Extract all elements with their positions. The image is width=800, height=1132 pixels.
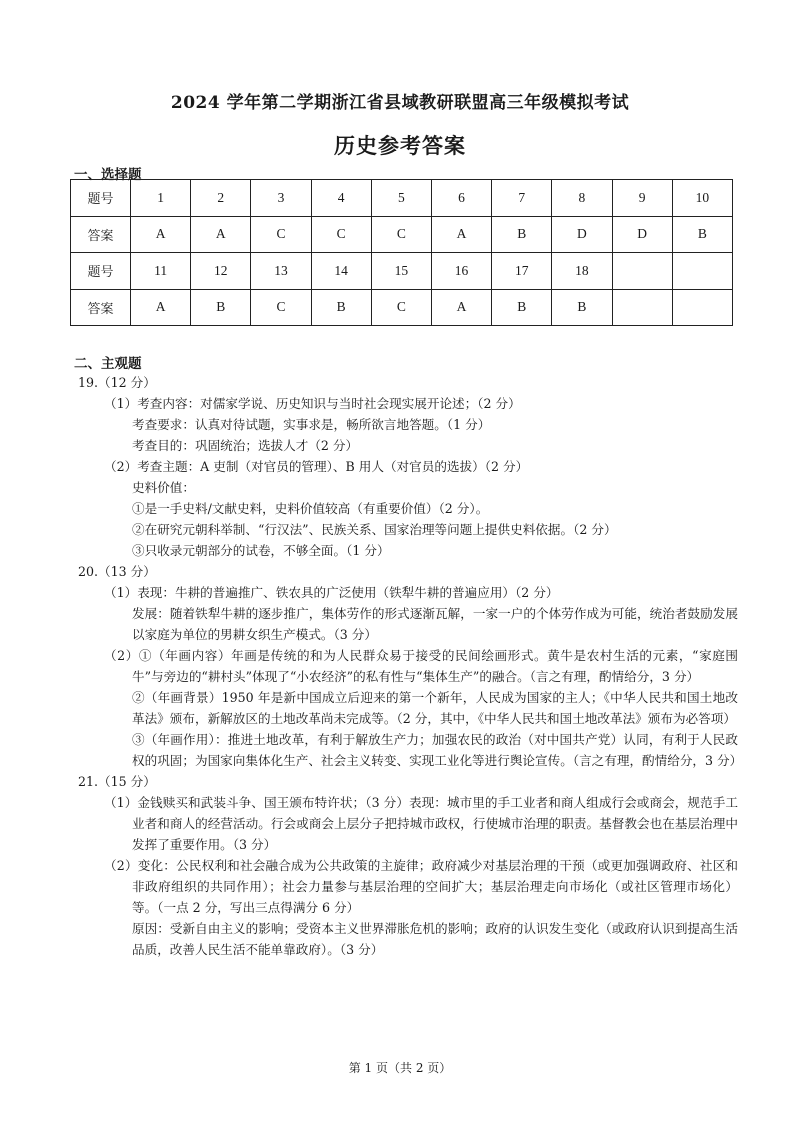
table-cell: B: [672, 216, 732, 253]
answer-paragraph: （2）考查主题：A 吏制（对官员的管理）、B 用人（对官员的选拔）（2 分）: [104, 459, 529, 474]
table-cell: [672, 289, 732, 326]
answer-table: [70, 179, 733, 326]
answer-paragraph: （2）变化：公民权利和社会融合成为公共政策的主旋律；政府减少对基层治理的干预（或更加强调政府、社区和非政府组织的共同作用）；社会力量参与基层治理的空间扩大；基层治理走向市场化（或社区管理市场化）等。（一点 2 分，写出三点得满分 6 分）: [104, 858, 738, 915]
table-cell: A: [131, 216, 191, 253]
table-cell: D: [552, 216, 612, 253]
answer-paragraph: ③（年画作用）：推进土地改革，有利于解放生产力；加强农民的政治（对中国共产党）认同，有利于人民政权的巩固；为国家向集体化生产、社会主义转变、实现工业化等进行舆论宣传。（言之有理，酌情给分，3 分）: [132, 732, 743, 768]
table-cell: 11: [131, 253, 191, 290]
table-cell: 8: [552, 180, 612, 217]
table-cell: A: [431, 289, 491, 326]
section-subjective-label: 二、主观题: [74, 356, 142, 372]
answer-paragraph: （2）①（年画内容）年画是传统的和为人民群众易于接受的民间绘画形式。黄牛是农村生活的元素，“家庭围牛”与旁边的“耕村头”体现了“小农经济”的私有性与“集体生产”的融合。（言之有理，酌情给分，3 分）: [104, 648, 738, 684]
answer-paragraph: 史料价值：: [132, 480, 195, 495]
table-cell: B: [492, 289, 552, 326]
answer-paragraph: （1）金钱赎买和武装斗争、国王颁布特许状；（3 分）表现：城市里的手工业者和商人组成行会或商会，规范手工业者和商人的经营活动。行会或商会上层分子把持城市政权，行使城市治理的职责。基督教会也在基层治理中发挥了重要作用。（3 分）: [104, 795, 738, 852]
table-cell: C: [371, 289, 431, 326]
table-cell: 1: [131, 180, 191, 217]
answer-paragraph: 考查目的：巩固统治；选拔人才（2 分）: [132, 438, 359, 453]
table-cell: 3: [251, 180, 311, 217]
table-cell: D: [612, 216, 672, 253]
table-cell: B: [311, 289, 371, 326]
table-cell: 17: [492, 253, 552, 290]
table-cell: A: [131, 289, 191, 326]
row-label-answer: 答案: [71, 289, 131, 326]
page-number: 第 1 页（共 2 页）: [348, 1061, 452, 1075]
table-cell: [612, 289, 672, 326]
row-label-number: 题号: [71, 180, 131, 217]
table-cell: B: [191, 289, 251, 326]
answer-paragraph: ②（年画背景）1950 年是新中国成立后迎来的第一个新年，人民成为国家的主人；《中华人民共和国土地改革法》颁布，新解放区的土地改革尚未完成等。（2 分，其中，《中华人民共和国土地改革法》颁布为必答项）: [132, 690, 738, 726]
question-20-heading: 20.（13 分）: [78, 564, 156, 579]
table-cell: [672, 253, 732, 290]
table-cell: 12: [191, 253, 251, 290]
table-cell: A: [191, 216, 251, 253]
answer-paragraph: ③只收录元朝部分的试卷，不够全面。（1 分）: [132, 543, 390, 558]
table-cell: 5: [371, 180, 431, 217]
question-21-heading: 21.（15 分）: [78, 774, 156, 789]
table-cell: 7: [492, 180, 552, 217]
table-cell: B: [552, 289, 612, 326]
table-cell: B: [492, 216, 552, 253]
table-row-numbers-2: [71, 253, 733, 290]
table-cell: 4: [311, 180, 371, 217]
table-row-answers-2: [71, 289, 733, 326]
section-choice-label: 一、选择题: [74, 167, 142, 183]
answer-body: [78, 372, 743, 960]
answer-paragraph: ②在研究元朝科举制、“行汉法”、民族关系、国家治理等问题上提供史料依据。（2 分）: [132, 522, 617, 537]
answer-paragraph: （1）考查内容：对儒家学说、历史知识与当时社会现实展开论述；（2 分）: [104, 396, 521, 411]
table-cell: 14: [311, 253, 371, 290]
table-cell: 10: [672, 180, 732, 217]
table-cell: C: [371, 216, 431, 253]
table-cell: 16: [431, 253, 491, 290]
table-cell: [612, 253, 672, 290]
answer-paragraph: ①是一手史料/文献史料，史料价值较高（有重要价值）（2 分）。: [132, 501, 489, 516]
answer-paragraph: 发展：随着铁犁牛耕的逐步推广，集体劳作的形式逐渐瓦解，一家一户的个体劳作成为可能，统治者鼓励发展以家庭为单位的男耕女织生产模式。（3 分）: [132, 606, 738, 642]
document-subtitle: 历史参考答案: [334, 133, 466, 158]
exam-title: 2024 学年第二学期浙江省县域教研联盟高三年级模拟考试: [170, 93, 630, 113]
table-cell: C: [311, 216, 371, 253]
row-label-number: 题号: [71, 253, 131, 290]
answer-paragraph: （1）表现：牛耕的普遍推广、铁农具的广泛使用（铁犁牛耕的普遍应用）（2 分）: [104, 585, 559, 600]
table-cell: 18: [552, 253, 612, 290]
table-row-numbers-1: [71, 180, 733, 217]
table-cell: C: [251, 289, 311, 326]
table-row-answers-1: [71, 216, 733, 253]
table-cell: 2: [191, 180, 251, 217]
table-cell: 9: [612, 180, 672, 217]
question-19-heading: 19.（12 分）: [78, 375, 156, 390]
table-cell: A: [431, 216, 491, 253]
table-cell: 15: [371, 253, 431, 290]
answer-paragraph: 考查要求：认真对待试题，实事求是，畅所欲言地答题。（1 分）: [132, 417, 491, 432]
table-cell: C: [251, 216, 311, 253]
table-cell: 13: [251, 253, 311, 290]
row-label-answer: 答案: [71, 216, 131, 253]
answer-paragraph: 原因：受新自由主义的影响；受资本主义世界滞胀危机的影响；政府的认识发生变化（或政府认识到提高生活品质，改善人民生活不能单靠政府）。（3 分）: [132, 921, 738, 957]
table-cell: 6: [431, 180, 491, 217]
